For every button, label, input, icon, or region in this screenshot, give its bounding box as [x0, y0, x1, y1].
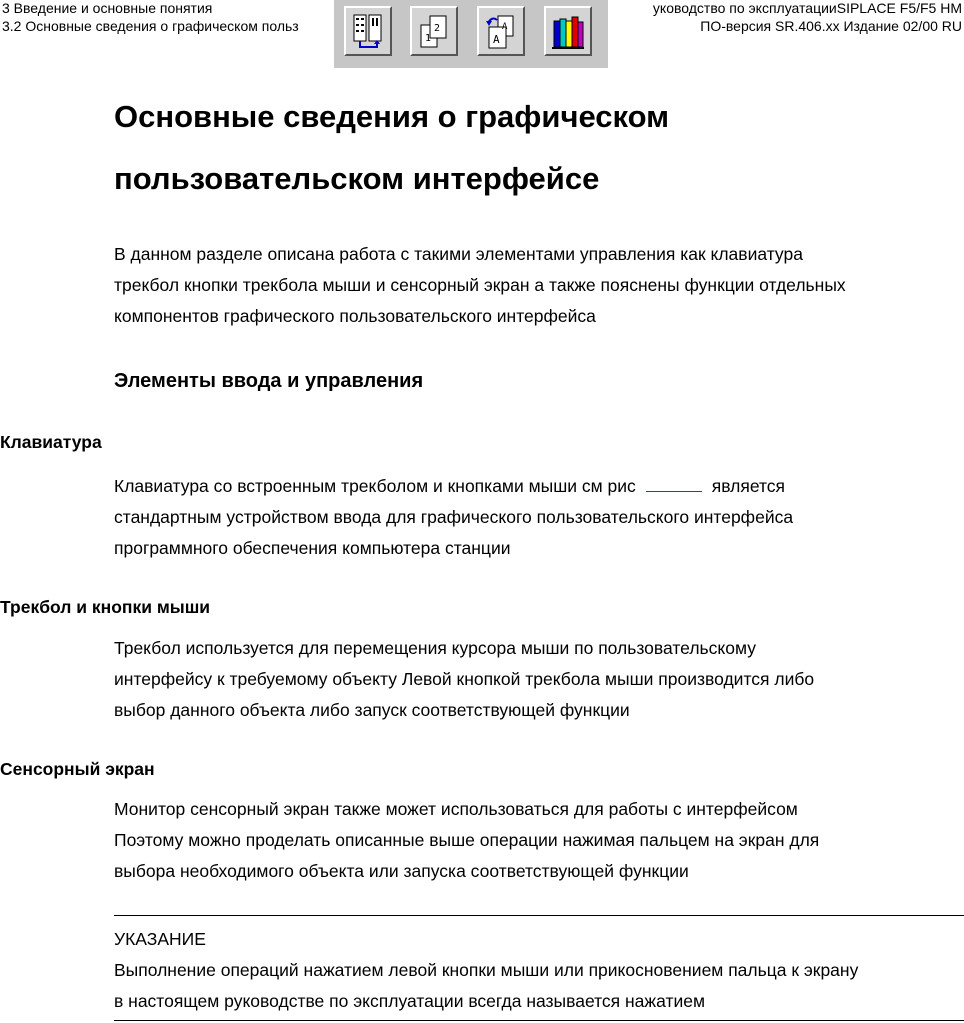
keyboard-heading: Клавиатура — [0, 432, 102, 452]
svg-text:1: 1 — [425, 33, 432, 44]
header-section: 3.2 Основные сведения о графическом польз — [2, 18, 299, 34]
find-button[interactable] — [477, 6, 525, 56]
trackball-line2: интерфейсу к требуемому объекту Левой кнопкой трекбола мыши производится либо — [114, 669, 815, 689]
trackball-paragraph — [114, 633, 964, 726]
note-top-divider — [114, 915, 964, 916]
header-manual: уководство по эксплуатацииSIPLACE F5/F5 HM — [652, 0, 962, 16]
note-block — [114, 924, 964, 1017]
trackball-line1: Трекбол используется для перемещения курсора мыши по пользовательскому — [114, 638, 756, 658]
touchscreen-heading: Сенсорный экран — [0, 759, 155, 779]
library-button[interactable] — [544, 6, 592, 56]
figure-reference-link[interactable] — [646, 479, 702, 492]
svg-text:A: A — [493, 33, 500, 46]
page-title-line2: пользовательском интерфейсе — [114, 161, 600, 196]
intro-paragraph — [114, 239, 964, 332]
page-title — [114, 86, 874, 210]
intro-line1: В данном разделе описана работа с такими элементами управления как клавиатура — [114, 244, 803, 264]
contents-icon — [351, 13, 385, 51]
trackball-heading: Трекбол и кнопки мыши — [0, 597, 211, 617]
touchscreen-line3: выбора необходимого объекта или запуска соответствующей функции — [114, 861, 689, 881]
keyboard-line2: стандартным устройством ввода для графического пользовательского интерфейса — [114, 507, 794, 527]
page-button[interactable] — [410, 6, 458, 56]
note-line1: Выполнение операций нажатием левой кнопки мыши или прикосновением пальца к экрану — [114, 960, 859, 980]
svg-text:A: A — [502, 22, 508, 32]
header-version: ПО-версия SR.406.xx Издание 02/00 RU — [700, 18, 962, 34]
library-icon — [551, 13, 585, 51]
keyboard-line1-text: Клавиатура со встроенным трекболом и кнопками мыши см рис — [114, 476, 636, 496]
keyboard-paragraph — [114, 471, 964, 564]
intro-line3: компонентов графического пользовательского интерфейса — [114, 306, 596, 326]
trackball-line3: выбор данного объекта либо запуск соответствующей функции — [114, 700, 630, 720]
section-heading: Элементы ввода и управления — [114, 370, 424, 392]
svg-text:2: 2 — [434, 23, 441, 34]
find-icon — [484, 13, 518, 51]
note-label: УКАЗАНИЕ — [114, 929, 206, 949]
note-bottom-divider — [114, 1020, 964, 1021]
touchscreen-line2: Поэтому можно проделать описанные выше операции нажимая пальцем на экран для — [114, 830, 820, 850]
touchscreen-paragraph — [114, 794, 964, 887]
keyboard-line1-end: является — [711, 476, 786, 496]
page-icon — [417, 13, 451, 51]
keyboard-line1 — [114, 471, 964, 502]
touchscreen-line1: Монитор сенсорный экран также может использоваться для работы с интерфейсом — [114, 799, 798, 819]
keyboard-line3: программного обеспечения компьютера станции — [114, 538, 511, 558]
header-chapter: 3 Введение и основные понятия — [2, 0, 213, 16]
page-title-line1: Основные сведения о графическом — [114, 99, 670, 134]
contents-button[interactable] — [344, 6, 392, 56]
note-line2: в настоящем руководстве по эксплуатации всегда называется нажатием — [114, 991, 706, 1011]
intro-line2: трекбол кнопки трекбола мыши и сенсорный экран а также пояснены функции отдельных — [114, 275, 846, 295]
navigation-toolbar — [334, 0, 608, 68]
